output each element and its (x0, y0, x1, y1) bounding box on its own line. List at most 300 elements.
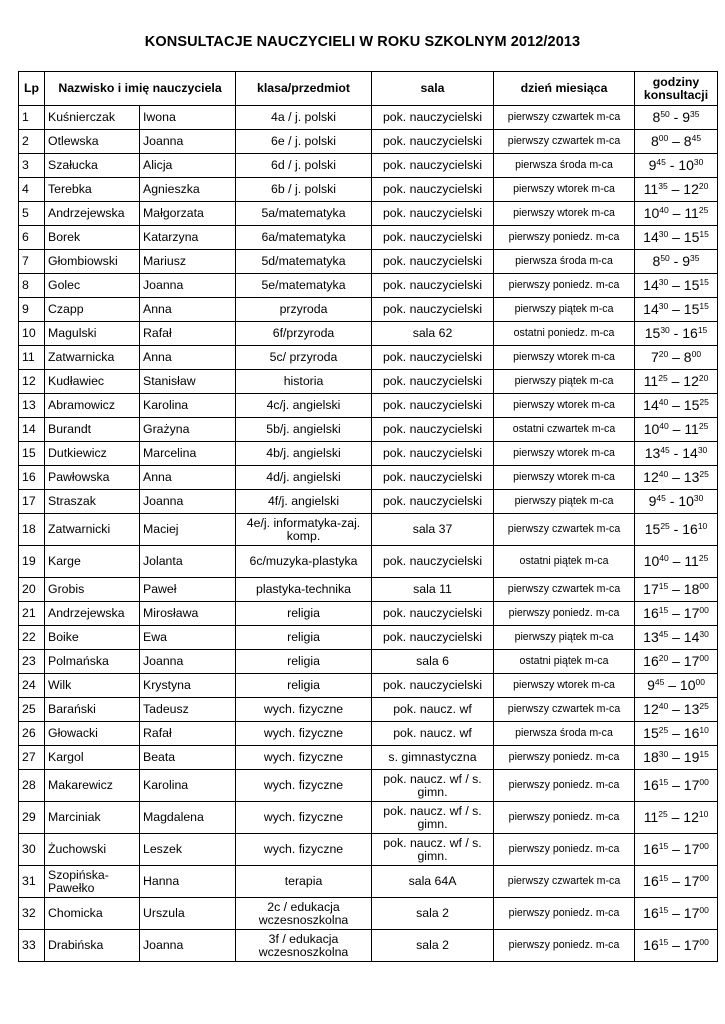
end-hour: 10 (679, 677, 696, 694)
row-room: pok. naucz. wf / s. gimn. (372, 770, 494, 802)
end-minute: 25 (699, 469, 709, 480)
end-minute: 30 (693, 493, 704, 504)
row-day: pierwsza środa m-ca (494, 722, 635, 746)
end-hour: 14 (682, 445, 698, 462)
start-minute: 50 (660, 253, 670, 264)
row-room: pok. nauczycielski (372, 490, 494, 514)
time-separator: – (671, 809, 680, 826)
row-room: pok. nauczycielski (372, 226, 494, 250)
row-firstname: Mariusz (140, 250, 236, 274)
row-lp: 29 (19, 802, 45, 834)
row-day: pierwszy czwartek m-ca (494, 130, 635, 154)
start-hour: 14 (643, 229, 659, 246)
start-minute: 45 (656, 493, 666, 504)
row-firstname: Iwona (140, 106, 236, 130)
row-room: sala 2 (372, 898, 494, 930)
row-day: pierwszy wtorek m-ca (494, 674, 635, 698)
end-hour: 16 (682, 325, 698, 342)
end-hour: 12 (683, 373, 699, 390)
time-separator: - (673, 445, 679, 462)
table-row (19, 866, 718, 898)
row-surname: Szałucka (45, 154, 140, 178)
row-subject: 3f / edukacja wczesnoszkolna (236, 930, 372, 962)
row-subject: 2c / edukacja wczesnoszkolna (236, 898, 372, 930)
row-room: pok. nauczycielski (372, 178, 494, 202)
row-day: pierwszy wtorek m-ca (494, 466, 635, 490)
time-separator: – (672, 725, 680, 742)
row-lp: 6 (19, 226, 45, 250)
row-room: sala 64A (372, 866, 494, 898)
row-hours (635, 226, 718, 250)
row-room: sala 2 (372, 930, 494, 962)
end-hour: 18 (683, 581, 700, 598)
end-hour: 16 (683, 725, 700, 742)
row-firstname: Ewa (140, 626, 236, 650)
row-subject: 6e / j. polski (236, 130, 372, 154)
end-hour: 15 (683, 397, 700, 414)
start-hour: 8 (652, 109, 661, 126)
end-hour: 17 (683, 937, 700, 954)
table-row (19, 490, 718, 514)
start-hour: 14 (643, 397, 659, 414)
row-lp: 33 (19, 930, 45, 962)
row-room: pok. nauczycielski (372, 626, 494, 650)
table-row (19, 202, 718, 226)
start-minute: 30 (658, 277, 669, 288)
start-minute: 30 (658, 301, 669, 312)
start-hour: 16 (643, 873, 659, 890)
row-surname: Makarewicz (45, 770, 140, 802)
row-subject: wych. fizyczne (236, 722, 372, 746)
table-row (19, 370, 718, 394)
end-minute: 00 (699, 581, 709, 592)
row-room: pok. naucz. wf (372, 722, 494, 746)
start-minute: 15 (658, 937, 669, 948)
row-subject: religia (236, 650, 372, 674)
row-lp: 2 (19, 130, 45, 154)
start-minute: 20 (658, 653, 669, 664)
start-minute: 50 (660, 109, 670, 120)
row-firstname: Stanisław (140, 370, 236, 394)
end-hour: 15 (683, 301, 700, 318)
start-minute: 40 (658, 469, 669, 480)
end-hour: 19 (683, 749, 700, 766)
table-row (19, 674, 718, 698)
start-minute: 00 (658, 133, 669, 144)
start-hour: 13 (643, 629, 659, 646)
time-separator: – (672, 581, 680, 598)
time-separator: – (672, 397, 680, 414)
row-day: pierwszy wtorek m-ca (494, 346, 635, 370)
row-firstname: Małgorzata (140, 202, 236, 226)
start-hour: 7 (650, 349, 659, 366)
start-minute: 45 (658, 629, 669, 640)
table-row (19, 154, 718, 178)
row-subject: wych. fizyczne (236, 770, 372, 802)
row-subject: 4b/j. angielski (236, 442, 372, 466)
row-room: s. gimnastyczna (372, 746, 494, 770)
end-hour: 17 (683, 873, 700, 890)
row-hours (635, 578, 718, 602)
start-hour: 14 (643, 301, 659, 318)
time-separator: – (672, 205, 681, 222)
row-hours (635, 626, 718, 650)
row-day: pierwszy poniedz. m-ca (494, 770, 635, 802)
row-firstname: Rafał (140, 722, 236, 746)
row-lp: 19 (19, 546, 45, 578)
table-row (19, 722, 718, 746)
start-minute: 40 (658, 701, 669, 712)
row-subject: religia (236, 626, 372, 650)
start-hour: 16 (643, 653, 659, 670)
table-row (19, 770, 718, 802)
row-room: pok. naucz. wf (372, 698, 494, 722)
start-minute: 40 (659, 205, 669, 216)
time-separator: – (672, 629, 680, 646)
row-lp: 16 (19, 466, 45, 490)
row-hours (635, 898, 718, 930)
start-hour: 13 (644, 445, 661, 462)
row-hours (635, 130, 718, 154)
start-minute: 25 (658, 373, 668, 384)
start-hour: 8 (650, 133, 659, 150)
end-minute: 00 (695, 677, 705, 688)
row-subject: 5e/matematyka (236, 274, 372, 298)
row-room: pok. nauczycielski (372, 274, 494, 298)
row-day: pierwszy piątek m-ca (494, 490, 635, 514)
row-room: pok. nauczycielski (372, 106, 494, 130)
start-hour: 18 (643, 749, 659, 766)
row-lp: 8 (19, 274, 45, 298)
row-lp: 9 (19, 298, 45, 322)
row-day: ostatni poniedz. m-ca (494, 322, 635, 346)
table-row (19, 626, 718, 650)
start-minute: 15 (658, 873, 669, 884)
end-minute: 25 (698, 553, 709, 564)
start-minute: 15 (658, 605, 669, 616)
start-minute: 40 (659, 553, 669, 564)
row-firstname: Katarzyna (140, 226, 236, 250)
row-subject: wych. fizyczne (236, 802, 372, 834)
row-room: sala 6 (372, 650, 494, 674)
table-row (19, 650, 718, 674)
end-hour: 16 (682, 521, 698, 538)
table-row (19, 226, 718, 250)
row-firstname: Karolina (140, 394, 236, 418)
row-day: pierwszy wtorek m-ca (494, 202, 635, 226)
time-separator: – (672, 937, 680, 954)
start-hour: 14 (643, 277, 659, 294)
end-minute: 45 (691, 133, 702, 144)
end-minute: 25 (699, 397, 709, 408)
start-minute: 45 (654, 677, 665, 688)
row-subject: 4d/j. angielski (236, 466, 372, 490)
time-separator: – (672, 653, 680, 670)
start-hour: 15 (644, 521, 661, 538)
end-minute: 20 (698, 181, 709, 192)
start-hour: 11 (643, 809, 659, 826)
row-surname: Dutkiewicz (45, 442, 140, 466)
end-hour: 11 (684, 553, 699, 570)
row-hours (635, 394, 718, 418)
start-hour: 16 (643, 905, 659, 922)
row-lp: 28 (19, 770, 45, 802)
header-row (19, 72, 718, 106)
row-hours (635, 298, 718, 322)
row-firstname: Grażyna (140, 418, 236, 442)
start-minute: 25 (658, 809, 668, 820)
row-firstname: Joanna (140, 930, 236, 962)
end-hour: 8 (683, 133, 692, 150)
row-day: pierwszy wtorek m-ca (494, 178, 635, 202)
row-room: pok. nauczycielski (372, 418, 494, 442)
row-surname: Głowacki (45, 722, 140, 746)
time-separator: - (669, 157, 675, 174)
start-minute: 45 (656, 157, 666, 168)
end-hour: 12 (683, 181, 699, 198)
row-day: pierwszy czwartek m-ca (494, 578, 635, 602)
start-minute: 30 (658, 229, 669, 240)
start-hour: 10 (643, 421, 660, 438)
time-separator: – (672, 421, 681, 438)
end-minute: 00 (699, 653, 709, 664)
row-subject: wych. fizyczne (236, 698, 372, 722)
row-room: pok. nauczycielski (372, 250, 494, 274)
row-hours (635, 250, 718, 274)
start-minute: 30 (658, 749, 669, 760)
row-day: pierwszy poniedz. m-ca (494, 898, 635, 930)
start-hour: 10 (643, 553, 660, 570)
table-row (19, 346, 718, 370)
table-row (19, 546, 718, 578)
row-hours (635, 698, 718, 722)
end-minute: 35 (690, 253, 700, 264)
row-day: pierwszy wtorek m-ca (494, 394, 635, 418)
start-hour: 12 (643, 701, 659, 718)
start-minute: 20 (658, 349, 669, 360)
row-surname: Borek (45, 226, 140, 250)
end-minute: 25 (698, 205, 709, 216)
row-subject: 6f/przyroda (236, 322, 372, 346)
end-hour: 11 (684, 421, 699, 438)
time-separator: - (673, 109, 679, 126)
row-day: pierwszy poniedz. m-ca (494, 802, 635, 834)
time-separator: – (672, 905, 680, 922)
row-firstname: Anna (140, 346, 236, 370)
start-hour: 12 (643, 469, 659, 486)
time-separator: - (669, 493, 675, 510)
row-lp: 13 (19, 394, 45, 418)
start-minute: 15 (658, 905, 669, 916)
row-firstname: Urszula (140, 898, 236, 930)
time-separator: – (672, 749, 680, 766)
row-firstname: Joanna (140, 650, 236, 674)
end-minute: 30 (697, 445, 708, 456)
end-minute: 00 (699, 873, 709, 884)
row-subject: 5d/matematyka (236, 250, 372, 274)
row-subject: 4f/j. angielski (236, 490, 372, 514)
end-minute: 25 (698, 421, 709, 432)
time-separator: – (672, 873, 680, 890)
end-minute: 25 (699, 701, 709, 712)
row-firstname: Krystyna (140, 674, 236, 698)
row-hours (635, 674, 718, 698)
row-surname: Pawłowska (45, 466, 140, 490)
row-day: pierwszy piątek m-ca (494, 298, 635, 322)
end-minute: 15 (699, 301, 709, 312)
end-hour: 11 (684, 205, 699, 222)
row-room: pok. nauczycielski (372, 130, 494, 154)
row-hours (635, 770, 718, 802)
row-firstname: Magdalena (140, 802, 236, 834)
row-surname: Burandt (45, 418, 140, 442)
end-minute: 15 (697, 325, 708, 336)
row-hours (635, 490, 718, 514)
end-minute: 35 (690, 109, 700, 120)
row-room: pok. nauczycielski (372, 370, 494, 394)
row-lp: 7 (19, 250, 45, 274)
row-subject: 5c/ przyroda (236, 346, 372, 370)
row-surname: Terebka (45, 178, 140, 202)
row-lp: 15 (19, 442, 45, 466)
row-hours (635, 834, 718, 866)
row-hours (635, 418, 718, 442)
row-room: pok. naucz. wf / s. gimn. (372, 802, 494, 834)
row-firstname: Alicja (140, 154, 236, 178)
row-hours (635, 514, 718, 546)
start-hour: 9 (647, 677, 655, 694)
row-day: pierwszy poniedz. m-ca (494, 274, 635, 298)
time-separator: – (672, 277, 680, 294)
start-hour: 8 (652, 253, 661, 270)
row-day: ostatni czwartek m-ca (494, 418, 635, 442)
table-row (19, 178, 718, 202)
table-row (19, 130, 718, 154)
row-room: pok. nauczycielski (372, 154, 494, 178)
row-day: pierwszy poniedz. m-ca (494, 834, 635, 866)
row-hours (635, 202, 718, 226)
row-day: pierwszy poniedz. m-ca (494, 930, 635, 962)
row-lp: 3 (19, 154, 45, 178)
time-separator: – (672, 701, 680, 718)
time-separator: – (672, 841, 680, 858)
end-minute: 00 (699, 905, 709, 916)
row-surname: Magulski (45, 322, 140, 346)
header-name: Nazwisko i imię nauczyciela (45, 72, 236, 106)
row-hours (635, 546, 718, 578)
row-lp: 11 (19, 346, 45, 370)
table-row (19, 394, 718, 418)
row-surname: Otlewska (45, 130, 140, 154)
row-firstname: Karolina (140, 770, 236, 802)
row-surname: Marciniak (45, 802, 140, 834)
start-hour: 9 (648, 157, 657, 174)
row-subject: religia (236, 674, 372, 698)
row-lp: 17 (19, 490, 45, 514)
start-hour: 10 (643, 205, 660, 222)
start-hour: 17 (643, 581, 659, 598)
row-room: pok. nauczycielski (372, 602, 494, 626)
row-subject: 5b/j. angielski (236, 418, 372, 442)
row-firstname: Agnieszka (140, 178, 236, 202)
row-lp: 23 (19, 650, 45, 674)
row-day: pierwszy czwartek m-ca (494, 866, 635, 898)
row-surname: Boike (45, 626, 140, 650)
start-minute: 30 (660, 325, 670, 336)
start-minute: 15 (658, 581, 669, 592)
table-body (19, 106, 718, 962)
end-hour: 14 (683, 629, 700, 646)
row-day: pierwsza środa m-ca (494, 250, 635, 274)
table-row (19, 418, 718, 442)
end-minute: 00 (699, 937, 709, 948)
end-minute: 30 (699, 629, 709, 640)
row-day: pierwszy czwartek m-ca (494, 514, 635, 546)
start-hour: 16 (643, 841, 659, 858)
time-separator: – (672, 605, 680, 622)
time-separator: - (673, 521, 679, 538)
row-lp: 20 (19, 578, 45, 602)
table-row (19, 746, 718, 770)
start-hour: 15 (643, 725, 659, 742)
start-hour: 11 (643, 373, 659, 390)
row-room: pok. nauczycielski (372, 466, 494, 490)
table-row (19, 106, 718, 130)
row-room: sala 62 (372, 322, 494, 346)
start-hour: 16 (643, 777, 659, 794)
row-firstname: Joanna (140, 130, 236, 154)
row-day: ostatni piątek m-ca (494, 650, 635, 674)
row-surname: Kudławiec (45, 370, 140, 394)
time-separator: – (671, 181, 680, 198)
row-firstname: Maciej (140, 514, 236, 546)
row-hours (635, 106, 718, 130)
row-firstname: Leszek (140, 834, 236, 866)
end-minute: 15 (699, 749, 709, 760)
row-surname: Andrzejewska (45, 602, 140, 626)
header-lp: Lp (19, 72, 45, 106)
time-separator: – (672, 469, 680, 486)
row-room: pok. nauczycielski (372, 346, 494, 370)
row-firstname: Rafał (140, 322, 236, 346)
row-surname: Zatwarnicka (45, 346, 140, 370)
row-surname: Kuśnierczak (45, 106, 140, 130)
row-hours (635, 442, 718, 466)
row-firstname: Anna (140, 466, 236, 490)
row-lp: 21 (19, 602, 45, 626)
end-minute: 20 (698, 373, 709, 384)
end-hour: 17 (683, 777, 700, 794)
row-subject: 5a/matematyka (236, 202, 372, 226)
table-row (19, 322, 718, 346)
table-row (19, 442, 718, 466)
end-hour: 17 (683, 905, 700, 922)
table-row (19, 698, 718, 722)
row-firstname: Beata (140, 746, 236, 770)
time-separator: – (672, 229, 680, 246)
row-subject: 6c/muzyka-plastyka (236, 546, 372, 578)
row-surname: Straszak (45, 490, 140, 514)
start-minute: 35 (658, 181, 668, 192)
row-room: pok. nauczycielski (372, 298, 494, 322)
start-hour: 11 (643, 181, 659, 198)
row-room: pok. nauczycielski (372, 202, 494, 226)
row-day: ostatni piątek m-ca (494, 546, 635, 578)
end-minute: 00 (691, 349, 702, 360)
row-room: sala 37 (372, 514, 494, 546)
time-separator: - (673, 325, 679, 342)
row-subject: przyroda (236, 298, 372, 322)
